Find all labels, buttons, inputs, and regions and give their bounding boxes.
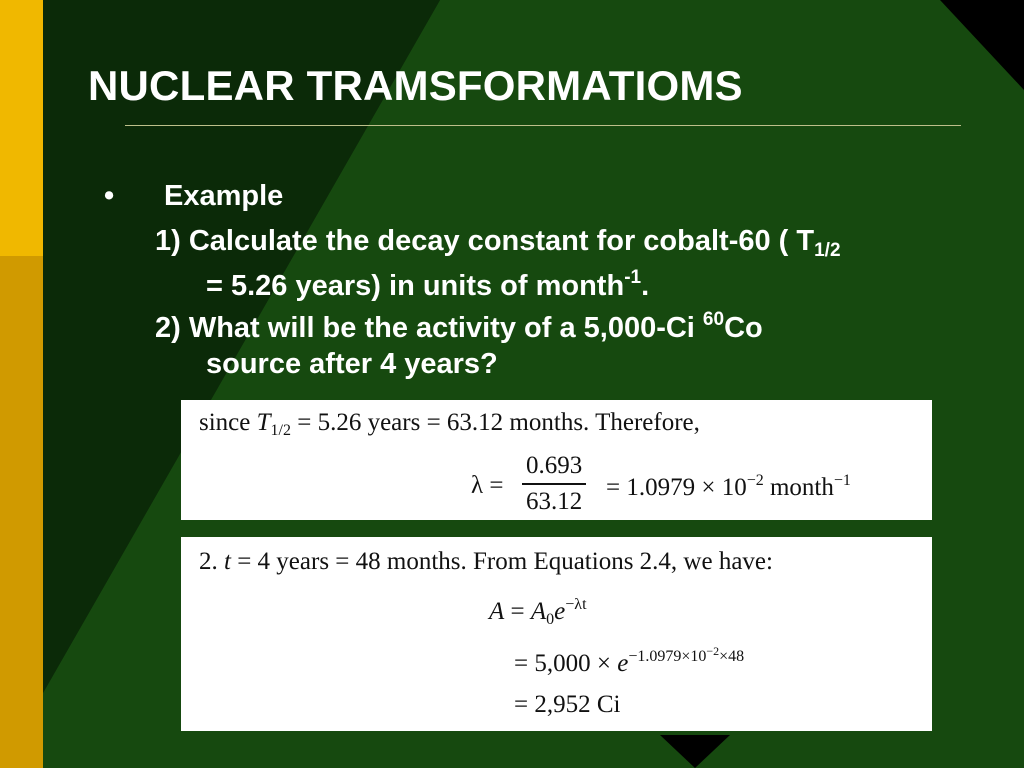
solution-1-unit: month xyxy=(763,474,834,501)
solution-2-image xyxy=(181,537,932,731)
question-1-line-1 xyxy=(155,227,841,260)
example-heading: Example xyxy=(164,180,284,212)
solution-1-result-value: = 1.0979 × 10 xyxy=(606,474,747,501)
slide-title: NUCLEAR TRAMSFORMATIOMS xyxy=(88,62,743,109)
solution-2-exponent-2-a: −1.0979×10 xyxy=(628,648,707,665)
solution-1-image xyxy=(181,400,932,520)
fraction-denominator: 63.12 xyxy=(526,488,583,515)
question-2-text-a: 2) What will be the activity of a 5,000-Ci xyxy=(155,312,703,344)
solution-2-A0: A xyxy=(530,598,547,625)
question-1-text-a: 1) Calculate the decay constant for cobalt-60 ( T xyxy=(155,225,815,257)
solution-1-T-sub: 1/2 xyxy=(270,422,291,439)
solution-1-unit-exponent: −1 xyxy=(833,472,851,489)
solution-2-A0-sub: 0 xyxy=(546,611,555,628)
fraction-numerator: 0.693 xyxy=(522,452,586,485)
solution-2-exponent-2 xyxy=(628,644,745,665)
question-2-line-2: source after 4 years? xyxy=(206,348,498,380)
solution-2-equals: = xyxy=(504,598,531,625)
solution-2-line-1 xyxy=(199,549,773,574)
solution-1-since: since xyxy=(199,409,257,436)
title-divider xyxy=(125,125,961,126)
isotope-symbol: Co xyxy=(724,312,763,344)
solution-2-exponent-2-b: ×48 xyxy=(719,648,745,665)
solution-2-line-4: = 2,952 Ci xyxy=(514,691,621,718)
solution-1-result-exponent: −2 xyxy=(746,472,764,489)
month-exponent: -1 xyxy=(624,267,642,288)
solution-2-t: t xyxy=(224,548,231,575)
solution-2-e: e xyxy=(554,598,566,625)
solution-2-number: 2. xyxy=(199,548,224,575)
solution-2-exponent-1: −λt xyxy=(565,596,587,613)
solution-2-e-2: e xyxy=(617,650,629,677)
yellow-side-bar xyxy=(0,0,43,256)
isotope-mass-number: 60 xyxy=(702,309,725,330)
solution-2-A: A xyxy=(489,598,505,625)
solution-2-line-3-a: = 5,000 × xyxy=(514,650,618,677)
bullet-marker: • xyxy=(104,180,115,212)
question-1-line-2 xyxy=(206,268,649,301)
solution-1-T: T xyxy=(256,409,271,436)
solution-1-fraction xyxy=(522,452,586,516)
solution-2-line-1-rest: = 4 years = 48 months. From Equations 2.4, we have: xyxy=(230,548,773,575)
gold-side-bar xyxy=(0,256,43,768)
solution-1-rest: = 5.26 years = 63.12 months. Therefore, xyxy=(290,409,700,436)
question-2-line-1 xyxy=(155,310,763,343)
half-life-subscript: 1/2 xyxy=(814,240,841,261)
solution-1-lambda: λ = xyxy=(471,472,504,499)
question-1-text-b: = 5.26 years) in units of month xyxy=(206,270,625,302)
solution-2-line-3 xyxy=(514,645,744,676)
solution-1-line-1 xyxy=(199,410,700,439)
solution-1-result xyxy=(606,473,851,500)
solution-2-exponent-2-sup: −2 xyxy=(706,644,720,658)
question-1-period: . xyxy=(641,270,650,302)
solution-2-line-2 xyxy=(489,597,587,628)
